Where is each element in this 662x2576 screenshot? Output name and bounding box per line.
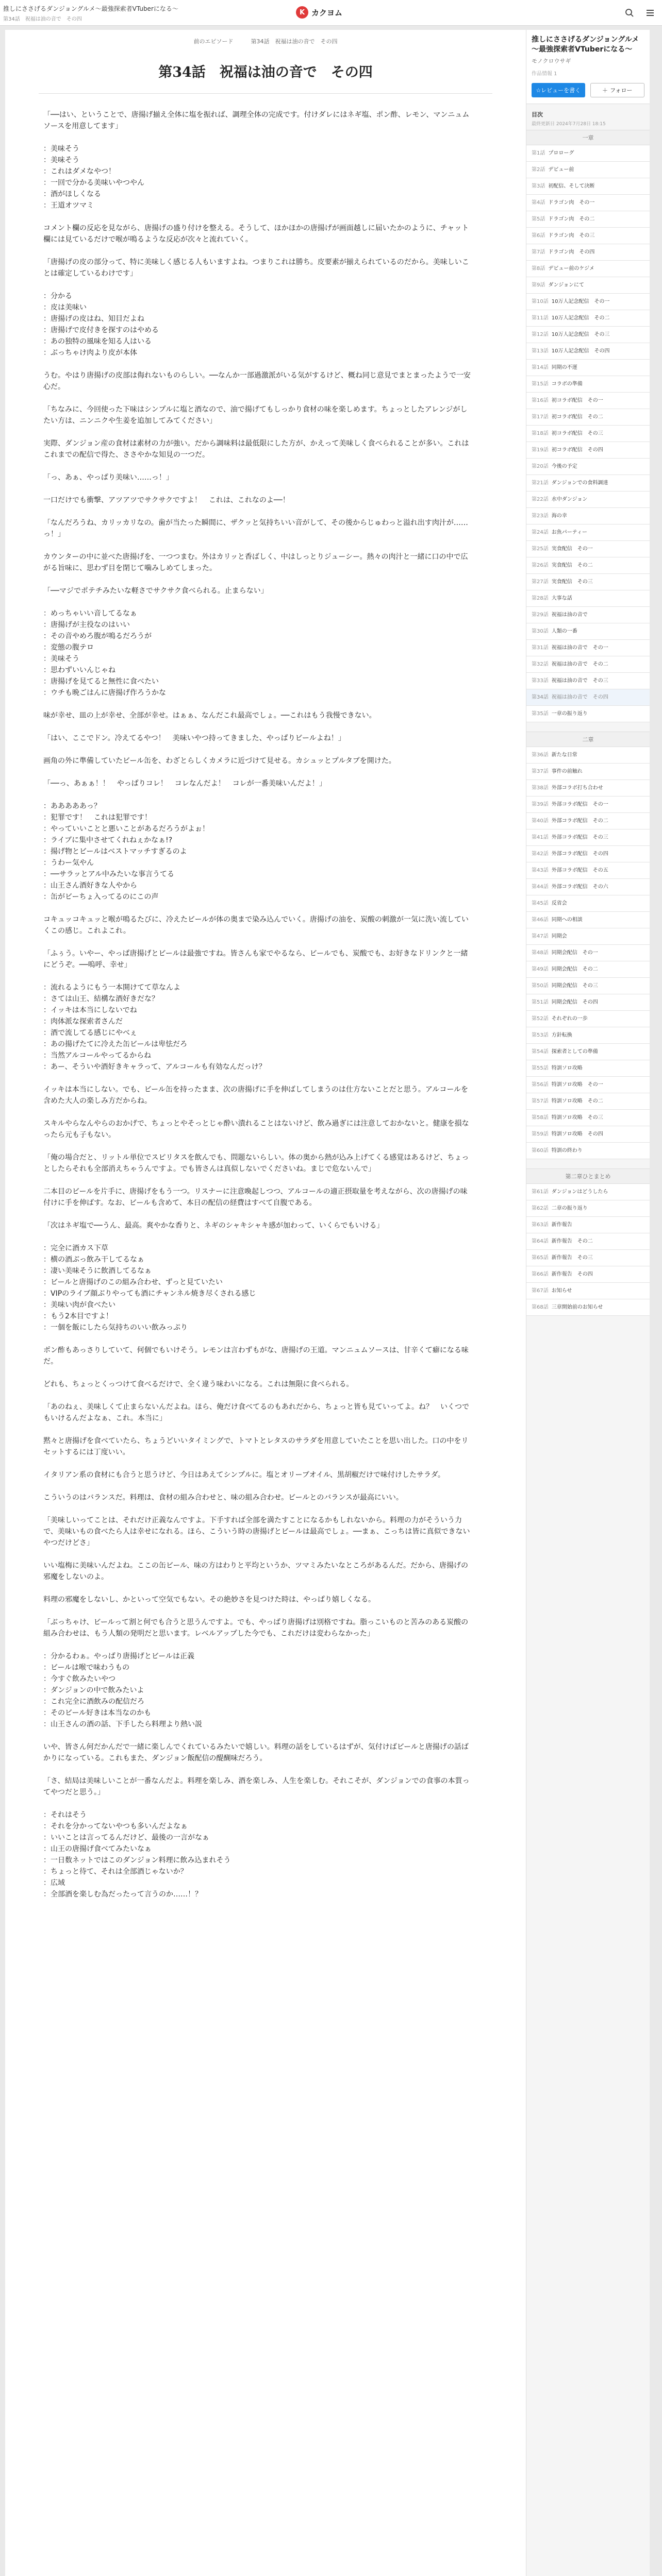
toc-episode-number: 第67話: [532, 1288, 549, 1294]
toc-episode-number: 第45話: [532, 901, 549, 906]
toc-episode-number: 第7話: [532, 249, 545, 255]
body-paragraph: イタリアン系の食材にも合うと思うけど、今日はあえてシンプルに。塩とオリーブオイル、黒胡椒だけで味付けしたサラダ。: [43, 1471, 445, 1479]
toc-episode-number: 第2話: [532, 167, 545, 173]
toc-episode-number: 第36話: [532, 752, 549, 758]
toc-episode-title: 外部コラボ打ち合わせ: [551, 785, 603, 791]
toc-episode-item[interactable]: [526, 673, 650, 689]
toc-episode-number: 第20話: [532, 464, 549, 469]
toc-episode-item[interactable]: [526, 426, 650, 442]
toc-episode-title: 新作報告: [551, 1222, 572, 1228]
toc-header: [526, 104, 650, 130]
toc-episode-title: 同期会配信 その四: [551, 999, 598, 1005]
toc-episode-title: 三章開始前のお知らせ: [551, 1304, 603, 1310]
toc-episode-title: ダンジョンはどうしたら: [551, 1189, 608, 1195]
toc-episode-title: デビュー前: [548, 167, 574, 173]
toc-episode-title: 外部コラボ配信 その五: [551, 868, 608, 873]
toc-episode-number: 第25話: [532, 546, 549, 552]
toc-episode-number: 第9話: [532, 282, 545, 288]
toc-episode-item[interactable]: [526, 508, 650, 524]
body-paragraph: ：分かる ：皮は美味い ：唐揚げの皮はね、知目だよね ：唐揚げで皮付きを探すのはやめる ：あの独特の風味を知る人はいる ：ぶっちゃけ肉より皮が本体: [43, 292, 159, 357]
toc-episode-item[interactable]: [526, 764, 650, 780]
toc-episode-number: 第49話: [532, 967, 549, 972]
toc-episode-title: 新作報告 その四: [551, 1272, 593, 1277]
toc-episode-item[interactable]: [526, 442, 650, 459]
toc-episode-title: ドラゴン肉 その四: [548, 249, 595, 255]
body-paragraph: 「──っ、あぁぁ！！ やっぱりコレ！ コレなんだよ！ コレが一番美味いんだよ！」: [43, 779, 326, 788]
toc-episode-item[interactable]: [526, 1143, 650, 1159]
toc-episode-number: 第63話: [532, 1222, 549, 1228]
toc-episode-title: 一章の振り返り: [551, 711, 588, 717]
toc-episode-title: ダンジョンにて: [548, 282, 585, 288]
toc-episode-number: 第11話: [532, 315, 549, 321]
toc-episode-item[interactable]: [526, 1027, 650, 1044]
body-paragraph: 味が幸せ、皿の上が幸せ、全部が幸せ。はぁぁ、なんだこれ最高でしょ。──これはもう我慢できない。: [43, 711, 376, 720]
body-paragraph: 「ぶっちゃけ、ビールって割と何でも合うと思うんですよ。でも、やっぱり唐揚げは別格ですね。脂っこいものと苦みのある炭酸の組み合わせは、もう人類の発明だと思います。レベルアップした今でも、これだけは変わらなかった」: [43, 1618, 469, 1638]
body-paragraph: 「あのねぇ、美味しくて止まらないんだよね。ほら、俺だけ食べてるのもあれだから、ちょっと皆も見ていってよ。ね？ いくつでもいけるんだよなぁ、これ。本当に」: [43, 1403, 469, 1422]
work-title[interactable]: 推しにささげるダンジョングルメ～最強探索者VTuberになる～: [532, 36, 639, 54]
toc-episode-title: 新作報告 その三: [551, 1255, 593, 1261]
toc-episode-item[interactable]: [526, 541, 650, 557]
toc-episode-number: 第44話: [532, 884, 549, 890]
author-name[interactable]: モノクロウサギ: [532, 58, 571, 64]
toc-episode-number: 第58話: [532, 1115, 549, 1121]
body-paragraph: うむ。やはり唐揚げの皮部は侮れないものらしい。──なんか一部過激派がいる気がするけど、概ね同じ意見でまとまったようで一安心だ。: [43, 371, 471, 391]
body-paragraph: 画角の外に準備していたビール缶を、わざとらしくカメラに近づけて見せる。カシュッとプルタブを開けた。: [43, 757, 396, 765]
toc-episode-number: 第64話: [532, 1239, 549, 1244]
sidebar: [526, 30, 650, 2576]
toc-chapter-heading: 第二章ひとまとめ: [526, 1168, 650, 1184]
toc-episode-number: 第18話: [532, 431, 549, 436]
toc-episode-item[interactable]: [526, 178, 650, 195]
toc-episode-number: 第23話: [532, 513, 549, 519]
body-paragraph: コキュッコキュッと喉が鳴るたびに、冷えたビールが体の奥まで染み込んでいく。唐揚げの油を、炭酸の刺激が一気に洗い流していくこの感じ。これよこれ。: [43, 916, 469, 935]
review-button[interactable]: ☆レビューを書く: [532, 83, 585, 97]
body-paragraph: 二本目のビールを片手に、唐揚げをもう一つ。リスナーに注意喚起しつつ、アルコールの適正摂取量を考えながら、次の唐揚げの味付けに手を伸ばす。なお、ビールも含めて、本日の配信の経費はすべて自腹である。: [43, 1188, 468, 1207]
toc-episode-item[interactable]: [526, 895, 650, 912]
toc-episode-item[interactable]: [526, 162, 650, 178]
toc-episode-number: 第22話: [532, 497, 549, 502]
toc-episode-item[interactable]: [526, 1077, 650, 1093]
toc-episode-number: 第34話: [532, 694, 549, 700]
toc-episode-item[interactable]: [526, 557, 650, 574]
toc-episode-item[interactable]: [526, 1250, 650, 1266]
toc-episode-title: 祝福は油の音で その一: [551, 645, 608, 651]
body-paragraph: ：流れるようにもう一本開けてて草なんよ ：さては山王、結構な酒好きだな？ ：イッキは本当にしないでね ：肉体派な探索者さんだ ：酒で流してる感じにやべぇ ：あの揚げたてに冷えた缶ビールは卑怯だろ ：当然アルコールやってるからね ：あー、そういや酒好きキャラって、アルコールも有効なんだっけ？: [43, 984, 266, 1071]
body-paragraph: 「美味しいってことは、それだけ正義なんですよ。下手すれば全部を満たすことになるかもしれないから。料理の力がそういう力で、美味いもの食べたら人は幸せになれる。ほら、こういう時の唐揚げとビールは最高でしょ。──まぁ、こっちは皆に真似できないやつだけどさ」: [43, 1516, 470, 1547]
toc-episode-number: 第27話: [532, 579, 549, 585]
toc-episode-number: 第48話: [532, 950, 549, 956]
work-summary: [526, 30, 650, 104]
toc-episode-item[interactable]: [526, 780, 650, 796]
toc-episode-item[interactable]: [526, 492, 650, 508]
toc-updated: 最終更新日 2024年7月28日 18:15: [532, 122, 606, 127]
toc-episode-number: 第29話: [532, 612, 549, 618]
toc-episode-item[interactable]: [526, 1266, 650, 1283]
toc-episode-title: 外部コラボ配信 その二: [551, 818, 608, 824]
toc-episode-title: 特訓ソロ攻略 その二: [551, 1098, 603, 1104]
toc-episode-title: 特訓ソロ攻略 その一: [551, 1082, 603, 1088]
body-paragraph: イッキは本当にしない。でも、ビール缶を持ったまま、次の唐揚げに手を伸ばしてしまうのは仕方ないことだと思う。アルコールを含めた大人の楽しみ方だからね。: [43, 1086, 469, 1105]
toc-episode-item[interactable]: [526, 1184, 650, 1200]
toc-episode-title: 実食配信 その三: [551, 579, 593, 585]
toc-episode-number: 第43話: [532, 868, 549, 873]
body-paragraph: ：めっちゃいい音してるなぁ ：唐揚げが主役なのはいい ：その音やめろ腹が鳴るだろうが ：変態の腹テロ ：美味そう ：思わずいいんじゃね ：唐揚げを見てると無性に食べたい ：ウチも晩ごはんに唐揚げ作ろうかな: [43, 609, 166, 697]
toc-episode-item[interactable]: [526, 409, 650, 426]
toc-episode-title: ドラゴン肉 その二: [548, 216, 595, 222]
header-episode-title: 第34話 祝福は油の音で その四: [3, 16, 82, 22]
body-paragraph: 「はい、ここでドン。冷えてるやつ！ 美味いやつ持ってきました、やっぱりビールよね！」: [43, 734, 345, 742]
toc-episode-title: お知らせ: [551, 1288, 572, 1294]
toc-episode-item[interactable]: [526, 343, 650, 360]
toc-episode-item[interactable]: [526, 1283, 650, 1299]
toc-episode-title: 同期の不運: [551, 365, 577, 370]
toc-episode-title: 新作報告 その二: [551, 1239, 593, 1244]
toc-episode-number: 第8話: [532, 266, 545, 272]
current-episode-label: 第34話 祝福は油の音で その四: [251, 38, 338, 45]
toc-episode-title: コラボの準備: [551, 381, 583, 387]
follow-label: フォロー: [610, 87, 633, 94]
episode-article: [5, 30, 526, 2576]
toc-episode-item[interactable]: [526, 376, 650, 393]
toc-episode-item[interactable]: [526, 994, 650, 1011]
toc-episode-title: 反省会: [551, 901, 567, 906]
toc-episode-title: 新たな日常: [551, 752, 577, 758]
toc-episode-item[interactable]: [526, 846, 650, 862]
toc-episode-title: 同期会: [551, 934, 567, 939]
toc-episode-number: 第3話: [532, 183, 545, 189]
toc-episode-item[interactable]: [526, 607, 650, 623]
header-work-title[interactable]: 推しにささげるダンジョングルメ～最強探索者VTuberになる～: [3, 5, 178, 12]
toc-episode-number: 第54話: [532, 1049, 549, 1055]
toc-episode-title: 特訓ソロ攻略: [551, 1065, 583, 1071]
toc-episode-item[interactable]: [526, 623, 650, 640]
toc-episode-title: ダンジョンでの食料調達: [551, 480, 608, 486]
body-paragraph: 「さ、結局は美味しいことが一番なんだよ。料理を楽しみ、酒を楽しみ、人生を楽しむ。それこそが、ダンジョンでの食事の本質ってやつだと思う。」: [43, 1777, 470, 1797]
toc-label: 目次: [532, 111, 543, 118]
body-paragraph: ：それはそう ：それを分かってないやつも多いんだよなぁ ：いいことは言ってるんだけど、最後の一言がなぁ ：山王の唐揚げ食べてみたいなぁ ：一日数ネットではこのダンジョン料理に飲み込まれそう ：ちょっと待て、それは全部酒じゃないか？ ：広域 ：全部酒を楽しむ為だったって言うのか……！？: [43, 1811, 231, 1899]
episode-body: [43, 109, 471, 1900]
toc-episode-number: 第35話: [532, 711, 549, 717]
toc-episode-item[interactable]: [526, 879, 650, 895]
body-paragraph: ポン酢もあっさりしていて、何個でもいけそう。レモンは言わずもがな、唐揚げの王道。マンニュムソースは、甘辛くて癖になる味だ。: [43, 1346, 469, 1366]
toc-episode-number: 第32話: [532, 662, 549, 667]
toc-episode-title: 外部コラボ配信 その四: [551, 851, 608, 857]
toc-episode-number: 第26話: [532, 563, 549, 568]
body-paragraph: いい塩梅に美味いんだよね。ここの缶ビール、味の方はわりと平均というか、ツマミみたいなところがあるんだ。だから、唐揚げの邪魔をしないのよ。: [43, 1562, 469, 1581]
body-paragraph: どれも、ちょっとくっつけて食べるだけで、全く違う味わいになる。これは無限に食べられる。: [43, 1380, 354, 1388]
body-paragraph: 「っ、あぁ、やっぱり美味い……っ！」: [43, 473, 173, 482]
toc-episode-item[interactable]: [526, 689, 650, 706]
toc-episode-item[interactable]: [526, 945, 650, 961]
toc-episode-item[interactable]: [526, 1200, 650, 1217]
toc-episode-number: 第47話: [532, 934, 549, 939]
toc-episode-title: 外部コラボ配信 その三: [551, 835, 608, 840]
toc-episode-item[interactable]: [526, 1093, 650, 1110]
toc-episode-item[interactable]: [526, 862, 650, 879]
toc-episode-number: 第12話: [532, 332, 549, 337]
toc-episode-title: ドラゴン肉 その三: [548, 233, 595, 239]
toc-episode-number: 第37話: [532, 769, 549, 774]
toc-episode-item[interactable]: [526, 1011, 650, 1027]
toc-episode-item[interactable]: [526, 1299, 650, 1316]
logo-text: カクヨム: [311, 8, 343, 18]
toc-episode-title: 特訓ソロ攻略 その四: [551, 1131, 603, 1137]
toc-chapter-heading: 二章: [526, 732, 650, 747]
toc-episode-number: 第62話: [532, 1206, 549, 1211]
body-paragraph: 「──はい、ということで、唐揚げ揃え全体に塩を振れば、調理全体の完成です。付けダレにはネギ塩、ポン酢、レモン、マンニュムソースを用意してます」: [43, 111, 470, 130]
site-logo[interactable]: [296, 6, 342, 19]
toc-episode-title: 同期会配信 その二: [551, 967, 598, 972]
toc-episode-title: 10万人記念配信 その二: [551, 315, 610, 321]
toc-episode-item[interactable]: [526, 211, 650, 228]
toc-episode-title: 水中ダンジョン: [551, 497, 588, 502]
toc-episode-number: 第51話: [532, 999, 549, 1005]
toc-episode-number: 第60話: [532, 1148, 549, 1154]
toc-episode-title: 特訓の終わり: [551, 1148, 583, 1154]
body-paragraph: いや、皆さん何だかんだで一緒に楽しんでくれているみたいで嬉しい。料理の話をしているはずが、気付けばビールと唐揚げの話ばかりになっている。これもまた、ダンジョン飯配信の醍醐味だろう。: [43, 1743, 469, 1762]
toc-episode-item[interactable]: [526, 796, 650, 813]
toc-episode-item[interactable]: [526, 261, 650, 277]
top-header: [0, 0, 662, 26]
body-paragraph: 黙々と唐揚げを食べていたら、ちょうどいいタイミングで、トマトとレタスのサラダを用意していたことを思い出した。口の中をリセットするには丁度いい。: [43, 1437, 469, 1456]
toc-episode-item[interactable]: [526, 524, 650, 541]
toc-episode-number: 第40話: [532, 818, 549, 824]
toc-episode-number: 第28話: [532, 596, 549, 601]
toc-episode-item[interactable]: [526, 813, 650, 829]
toc-episode-title: 10万人記念配信 その三: [551, 332, 610, 337]
toc-episode-title: 祝福は油の音で: [551, 612, 588, 618]
toc-episode-title: 同期会配信 その一: [551, 950, 598, 956]
body-paragraph: ：美味そう ：美味そう ：これはダメなやつ！ ：一回で分かる美味いやつやん ：酒がほしくなる ：王道オツマミ: [43, 145, 144, 210]
toc-list: [526, 130, 650, 1316]
toc-chapter-heading: 一章: [526, 130, 650, 145]
toc-episode-title: お魚パーティー: [551, 530, 587, 535]
toc-episode-item[interactable]: [526, 195, 650, 211]
toc-episode-title: 初コラボ配信 その二: [551, 414, 603, 420]
toc-episode-item[interactable]: [526, 829, 650, 846]
plus-icon: ＋: [602, 87, 608, 94]
toc-episode-title: 二章の振り返り: [551, 1206, 588, 1211]
toc-episode-item[interactable]: [526, 459, 650, 475]
toc-episode-title: プロローグ: [548, 150, 574, 156]
toc-episode-title: ドラゴン肉 その一: [548, 200, 595, 206]
body-paragraph: 「次はネギ塩で──うん、最高。爽やかな香りと、ネギのシャキシャキ感が加わって、いくらでもいける」: [43, 1222, 384, 1230]
toc-episode-item[interactable]: [526, 574, 650, 590]
body-paragraph: 実際、ダンジョン産の食材は素材の力が強い。だから調味料は最低限にした方が、かえって美味しく食べられることが多い。これはこれまでの配信で得た、ささやかな知見の一つだ。: [43, 439, 469, 459]
toc-episode-number: 第65話: [532, 1255, 549, 1261]
toc-episode-item[interactable]: [526, 1110, 650, 1126]
title-divider: [39, 93, 492, 94]
toc-episode-item[interactable]: [526, 277, 650, 294]
toc-episode-title: 初コラボ配信 その一: [551, 398, 603, 403]
toc-episode-title: 事件の前触れ: [551, 769, 583, 774]
toc-episode-number: 第15話: [532, 381, 549, 387]
toc-episode-item[interactable]: [526, 228, 650, 244]
toc-episode-number: 第41話: [532, 835, 549, 840]
toc-episode-number: 第19話: [532, 447, 549, 453]
body-paragraph: 「唐揚げの皮の部分って、特に美味しく感じる人もいますよね。つまりこれは勝ち。皮要素が揃えられているのだから。美味しいことは確定しているわけです」: [43, 258, 469, 278]
body-paragraph: 一口だけでも衝撃、アツアツでサクサクですよ！ これは、これなのよ──！: [43, 496, 290, 504]
toc-episode-number: 第68話: [532, 1304, 549, 1310]
episode-nav: [5, 30, 526, 45]
toc-episode-title: 同期会配信 その三: [551, 983, 598, 989]
toc-episode-item[interactable]: [526, 640, 650, 656]
toc-episode-item[interactable]: [526, 912, 650, 928]
toc-episode-number: 第59話: [532, 1131, 549, 1137]
toc-episode-title: デビュー前のケジメ: [548, 266, 594, 272]
toc-episode-title: 特訓ソロ攻略 その三: [551, 1115, 603, 1121]
body-paragraph: ：完全に酒カス下草 ：横の酒ぶっ飲み干してるなぁ ：凄い美味そうに飲酒してるなぁ ：ビールと唐揚げのこの組み合わせ、ずっと見ていたい ：VIPのライブ顔ぶりやっても酒にチャンネル焼き尽くされる感じ ：美味い肉が食べたい ：もう2本目ですよ！ ：一個を飯にしたら気持ちのいい飲みっぷり: [43, 1244, 256, 1332]
toc-episode-number: 第5話: [532, 216, 545, 222]
toc-episode-number: 第21話: [532, 480, 549, 486]
toc-episode-title: 初コラボ配信 その四: [551, 447, 603, 453]
toc-episode-number: 第30話: [532, 629, 549, 634]
toc-episode-number: 第56話: [532, 1082, 549, 1088]
toc-episode-number: 第33話: [532, 678, 549, 684]
toc-episode-item[interactable]: [526, 360, 650, 376]
toc-episode-number: 第6話: [532, 233, 545, 239]
toc-episode-item[interactable]: [526, 706, 650, 722]
body-paragraph: ：分かるわぁ。やっぱり唐揚げとビールは正義 ：ビールは喉で味わうもの ：今すぐ飲みたいやつ ：ダンジョンの中で飲みたいよ ：これ完全に酒飲みの配信だろ ：そのビール好きは本当なのかも ：山王さんの酒の話、下手したら料理より熱い説: [43, 1652, 202, 1728]
body-paragraph: スキルやらなんやらのおかげで、ちょっとやそっとじゃ酔い潰れることはないけど、飲み過ぎには注意しておかないと。健康を損なったら元も子もない。: [43, 1120, 469, 1139]
toc-episode-item[interactable]: [526, 928, 650, 945]
body-paragraph: 「俺の場合だと、リットル単位でスピリタスを飲んでも、問題ないらしい。体の奥から熱が込み上げてくる感覚はあるけど、ちょっとしたらそれも全部消えちゃうんですよ。でも皆さんは真似しないでくださいね。まじで危ないんで」: [43, 1154, 469, 1173]
main-area: [5, 30, 650, 2576]
toc-episode-number: 第50話: [532, 983, 549, 989]
toc-episode-item[interactable]: [526, 393, 650, 409]
work-meta[interactable]: 作品情報 1: [532, 71, 557, 77]
episode-title: 第34話 祝福は油の音で その四: [158, 64, 373, 80]
body-paragraph: 「ちなみに、今回使った下味はシンプルに塩と酒なので、油で揚げてもしっかり食材の味を楽しめます。ちょっとしたアレンジがしたい方は、ニンニクや生姜を追加してみてください」: [43, 405, 468, 425]
toc-episode-item[interactable]: [526, 294, 650, 310]
toc-episode-title: 探索者としての準備: [551, 1049, 598, 1055]
search-icon[interactable]: [623, 6, 636, 20]
toc-episode-title: 10万人記念配信 その一: [551, 299, 610, 304]
body-paragraph: コメント欄の反応を見ながら、唐揚げの盛り付けを整える。そうして、ほかほかの唐揚げが画面越しに届いたかのように、チャット欄には見ているだけで喉が鳴るような反応が次々と流れていく。: [43, 224, 469, 244]
toc-episode-number: 第57話: [532, 1098, 549, 1104]
toc-episode-title: 初配信、そして決断: [548, 183, 595, 189]
toc-episode-item[interactable]: [526, 1044, 650, 1060]
toc-episode-number: 第39話: [532, 802, 549, 807]
toc-episode-title: 初コラボ配信 その三: [551, 431, 603, 436]
body-paragraph: 「──マジでポテチみたいな軽さでサクサク食べられる。止まらない」: [43, 587, 268, 595]
toc-episode-title: 祝福は油の音で その三: [551, 678, 608, 684]
toc-episode-title: 大事な話: [551, 596, 572, 601]
toc-episode-item[interactable]: [526, 327, 650, 343]
toc-episode-number: 第61話: [532, 1189, 549, 1195]
body-paragraph: カウンターの中に並べた唐揚げを、一つつまむ。外はカリッと香ばしく、中はしっとりジューシー。熱々の肉汁と一緒に口の中で広がる旨味に、思わず目を閉じて噛みしめてしまった。: [43, 553, 468, 572]
toc-episode-number: 第55話: [532, 1065, 549, 1071]
toc-episode-title: 外部コラボ配信 その六: [551, 884, 608, 890]
toc-episode-number: 第52話: [532, 1016, 549, 1022]
toc-episode-item[interactable]: [526, 475, 650, 492]
toc-episode-number: 第4話: [532, 200, 545, 206]
toc-episode-title: 方針転換: [551, 1032, 572, 1038]
toc-episode-number: 第13話: [532, 348, 549, 354]
toc-episode-number: 第17話: [532, 414, 549, 420]
toc-episode-item[interactable]: [526, 590, 650, 607]
toc-episode-title: 今後の予定: [551, 464, 577, 469]
toc-episode-number: 第46話: [532, 917, 549, 923]
body-paragraph: 「ふぅう。いやー、やっぱ唐揚げとビールは最強ですね。皆さんも家でやるなら、ビールでも、炭酸でも、お好きなドリンクと一緒にどうぞ。──嗚呼、幸せ」: [43, 950, 468, 969]
toc-episode-number: 第38話: [532, 785, 549, 791]
toc-episode-number: 第14話: [532, 365, 549, 370]
toc-episode-item[interactable]: [526, 310, 650, 327]
toc-episode-number: 第10話: [532, 299, 549, 304]
toc-episode-item[interactable]: [526, 1217, 650, 1233]
toc-episode-title: 実食配信 その二: [551, 563, 593, 568]
toc-episode-title: 同期への相談: [551, 917, 583, 923]
toc-episode-item[interactable]: [526, 244, 650, 261]
toc-episode-title: 祝福は油の音で その四: [551, 694, 608, 700]
toc-episode-title: それぞれの一歩: [551, 1016, 588, 1022]
toc-episode-number: 第53話: [532, 1032, 549, 1038]
header-work-info[interactable]: [3, 4, 467, 22]
prev-episode-link[interactable]: 前のエピソード: [193, 38, 234, 45]
toc-episode-number: 第1話: [532, 150, 545, 156]
toc-episode-number: 第66話: [532, 1272, 549, 1277]
logo-mark: K: [296, 6, 308, 19]
toc-episode-item[interactable]: [526, 1060, 650, 1077]
toc-episode-item[interactable]: [526, 1233, 650, 1250]
body-paragraph: ：あああああっ？ ：犯罪です！ これは犯罪です！ ：やっていいことと悪いことがあるだろうがよぉ！ ：ライブに集中させてくれねぇかなぁ!? ：揚げ物とビールはベストマッチすぎるのよ ：うわー気やん ：──サラッとアル中みたいな事言うてる ：山王さん酒好きな人やから ：缶がビーちょ入ってるのにこの声: [43, 802, 209, 901]
toc-episode-item[interactable]: [526, 1126, 650, 1143]
body-paragraph: 「なんだろうね、カリッカリなの。歯が当たった瞬間に、ザクッと気持ちいい音がして、その後からじゅわっと溢れ出す肉汁が……っ！」: [43, 519, 468, 538]
toc-episode-title: 人類の一番: [551, 629, 577, 634]
toc-episode-item[interactable]: [526, 747, 650, 764]
menu-icon[interactable]: [643, 6, 657, 20]
body-paragraph: こういうのはバランスだ。料理は、食材の組み合わせと、味の組み合わせ。ビールとのバランスが最高にいい。: [43, 1494, 403, 1502]
toc-episode-number: 第31話: [532, 645, 549, 651]
toc-episode-title: 10万人記念配信 その四: [551, 348, 610, 354]
follow-button[interactable]: [590, 83, 645, 97]
body-paragraph: 料理の邪魔をしないし、かといって空気でもない。その絶妙さを見つけた時は、やっぱり嬉しくなる。: [43, 1596, 375, 1604]
toc-episode-item[interactable]: [526, 145, 650, 162]
toc-episode-item[interactable]: [526, 656, 650, 673]
toc-episode-item[interactable]: [526, 978, 650, 994]
toc-episode-title: 実食配信 その一: [551, 546, 593, 552]
toc-episode-number: 第24話: [532, 530, 549, 535]
toc-episode-title: 海の幸: [551, 513, 567, 519]
toc-episode-number: 第16話: [532, 398, 549, 403]
toc-episode-title: 祝福は油の音で その二: [551, 662, 608, 667]
toc-episode-item[interactable]: [526, 961, 650, 978]
toc-episode-number: 第42話: [532, 851, 549, 857]
toc-episode-title: 外部コラボ配信 その一: [551, 802, 608, 807]
